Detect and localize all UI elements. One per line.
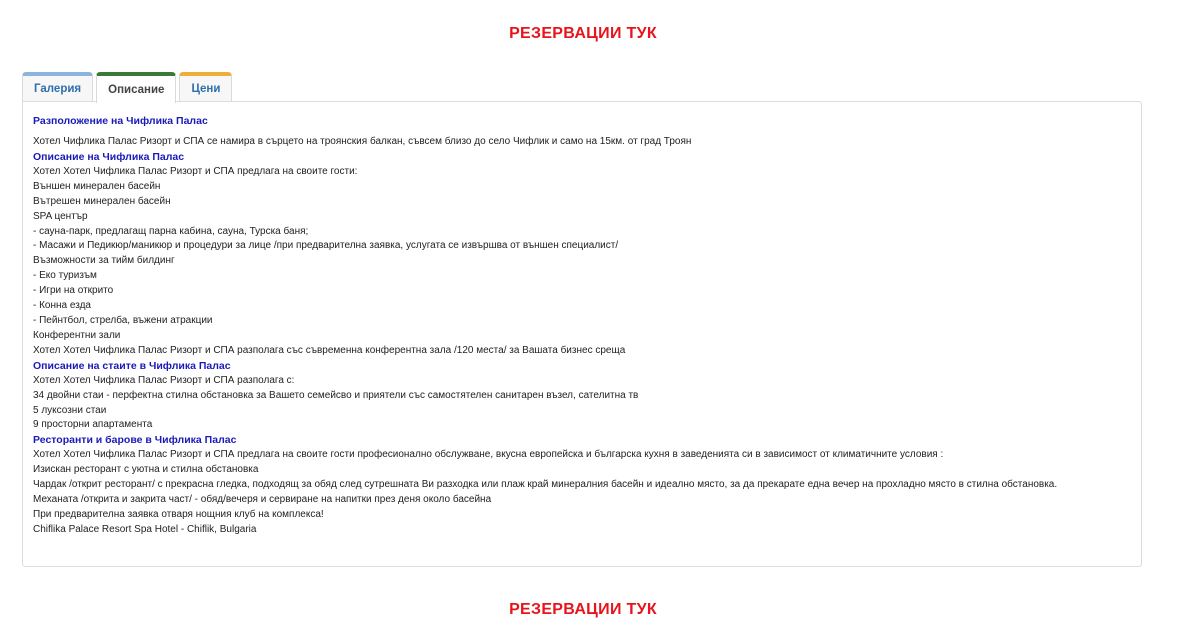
text-line: Изискан ресторант с уютна и стилна обстановка — [33, 464, 259, 476]
text-line: - сауна-парк, предлагащ парна кабина, сауна, Турска баня; — [33, 225, 309, 237]
text-line: Вътрешен минерален басейн — [33, 195, 171, 207]
text-line: SPA център — [33, 210, 88, 222]
text-line: - Еко туризъм — [33, 270, 97, 282]
reserve-link-bottom[interactable]: РЕЗЕРВАЦИИ ТУК — [509, 601, 657, 618]
text-line: - Масажи и Педикюр/маникюр и процедури за лице /при предварителна заявка, услугата се извършва от външен специалист/ — [33, 240, 619, 252]
text-line: Хотел Хотел Чифлика Палас Ризорт и СПА предлага на своите гости професионално обслужване, вкусна европейска и българска кухня в заведенията си в зависимост от климатичните условия : — [33, 449, 944, 461]
text-line: Chiflika Palace Resort Spa Hotel - Chiflik, Bulgaria — [33, 523, 257, 535]
section-title-location: Разположение на Чифлика Палас — [33, 115, 208, 127]
text-line: Чардак /открит ресторант/ с прекрасна гледка, подходящ за обяд след сутрешната Ви разходка или плаж край минералния басейн и идеално място, за да прекарате една вечер на прохладно място в стилна обстановка. — [33, 479, 1058, 491]
tab-gallery[interactable]: Галерия — [22, 72, 93, 102]
text-line: Механата /открита и закрита част/ - обяд/вечеря и сервиране на напитки през деня около басейна — [33, 494, 492, 506]
text-line: При предварителна заявка отваря нощния клуб на комплекса! — [33, 508, 324, 520]
reserve-link-top[interactable]: РЕЗЕРВАЦИИ ТУК — [509, 25, 657, 42]
tab-bar — [22, 72, 232, 102]
text-line: Възможности за тийм билдинг — [33, 255, 175, 267]
tab-description[interactable]: Описание — [96, 72, 176, 103]
text-line: Конферентни зали — [33, 329, 121, 341]
text-line: - Игри на открито — [33, 285, 114, 297]
text-line: Външен минерален басейн — [33, 180, 161, 192]
text-line: - Конна езда — [33, 300, 91, 312]
section-title-description: Описание на Чифлика Палас — [33, 150, 185, 163]
text-line: Хотел Хотел Чифлика Палас Ризорт и СПА предлага на своите гости: — [33, 165, 358, 177]
text-line: Хотел Хотел Чифлика Палас Ризорт и СПА разполага с: — [33, 374, 295, 386]
text-line: Хотел Чифлика Палас Ризорт и СПА се намира в сърцето на троянския балкан, съвсем близо до село Чифлик и само на 15км. от град Троян — [33, 136, 692, 147]
text-line: 9 просторни апартамента — [33, 419, 153, 431]
tab-prices[interactable]: Цени — [179, 72, 232, 102]
text-line: - Пейнтбол, стрелба, въжени атракции — [33, 314, 213, 326]
text-line: Хотел Хотел Чифлика Палас Ризорт и СПА разполага със съвременна конферентна зала /120 места/ за Вашата бизнес среща — [33, 344, 626, 356]
text-line: 5 луксозни стаи — [33, 404, 107, 416]
text-line: 34 двойни стаи - перфектна стилна обстановка за Вашето семейсво и приятели със самостятелен санитарен възел, сателитна тв — [33, 389, 639, 401]
section-title-restaurants: Ресторанти и барове в Чифлика Палас — [33, 434, 237, 447]
description-panel — [22, 101, 1142, 567]
section-title-rooms: Описание на стаите в Чифлика Палас — [33, 359, 231, 372]
